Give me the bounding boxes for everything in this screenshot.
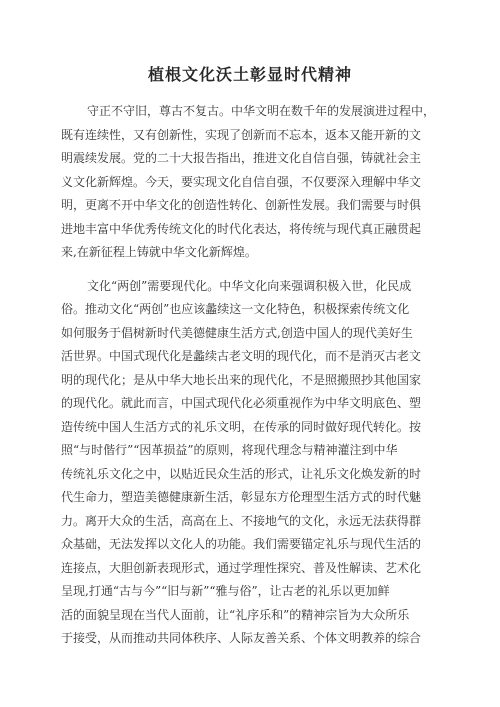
paragraph-line: 守正不守旧，尊古不复古。中华文明在数千年的发展演进过程中， <box>87 104 436 118</box>
paragraph-line: 代生命力，塑造美德健康新生活，彰显东方伦理型生活方式的时代魅 <box>61 490 422 504</box>
paragraph-line: 文化“两创”需要现代化。中华文化向来强调积极入世，化民成 <box>87 278 412 293</box>
paragraph-2 <box>61 275 445 651</box>
paragraph-line: 呈现,打通“古与今”“旧与新”“雅与俗”，让古老的礼乐以更加鲜 <box>61 584 390 598</box>
paragraph-line: 明的现代化；是从中华大地长出来的现代化，不是照搬照抄其他国家 <box>61 372 422 387</box>
paragraph-line: 义文化新辉煌。今天，要实现文化自信自强，不仅要深入理解中华文 <box>61 174 422 189</box>
paragraph-line: 于接受，从而推动共同体秩序、人际友善关系、个体文明教养的综合 <box>61 631 422 645</box>
document-title: 植根文化沃土彰显时代精神 <box>147 65 352 84</box>
paragraph-line: 连接点，大胆创新表现形式，通过学理性探究、普及性解读、艺术化 <box>61 560 422 575</box>
paragraph-line: 活世界。中国式现代化是蠡续古老文明的现代化，而不是消灭古老文 <box>61 349 422 363</box>
paragraph-line: 照“与时偕行”“因革损益”的原则，将现代理念与精神灌注到中华 <box>61 443 398 457</box>
paragraph-line: 明震续发展。党的二十大报告指出，推进文化自信自强，铸就社会主 <box>61 151 422 165</box>
paragraph-line: 造传统中国人生活方式的礼乐文明，在传承的同时做好现代转化。按 <box>61 419 422 434</box>
paragraph-line: 力。离开大众的生活，高高在上、不接地气的文化，永远无法获得群 <box>61 513 422 528</box>
paragraph-line: 如何服务于倡树新时代美德健康生活方式,创造中国人的现代美好生 <box>61 325 413 340</box>
paragraph-1 <box>61 100 445 265</box>
paragraph-line: 传统礼乐文化之中，以贴近民众生活的形式，让礼乐文化焕发新的时 <box>61 466 422 481</box>
paragraph-spacer <box>61 265 445 275</box>
paragraph-line: 的现代化。就此而言，中国式现代化必须重视作为中华文明底色、塑 <box>61 396 422 410</box>
paragraph-line: 进地丰富中华优秀传统文化的时代化表达，将传统与现代真正融贯起 <box>61 221 422 236</box>
paragraph-line: 众基础，无法发挥以文化人的功能。我们需要锚定礼乐与现代生活的 <box>61 537 422 551</box>
paragraph-line: 明，更离不开中华文化的创造性转化、创新性发展。我们需要与时俱 <box>61 198 422 212</box>
paragraph-line: 来,在新征程上铸就中华文化新辉煌。 <box>61 245 257 259</box>
document-body <box>61 100 445 651</box>
paragraph-line: 既有连续性，又有创新性，实现了创新而不忘本，返本又能开新的文 <box>61 127 422 142</box>
paragraph-line: 活的面貌呈现在当代人面前，让“礼序乐和”的精神宗旨为大众所乐 <box>61 607 410 622</box>
paragraph-line: 俗。推动文化“两创”也应该蠡续这一文化特色，积极探索传统文化 <box>61 302 410 316</box>
